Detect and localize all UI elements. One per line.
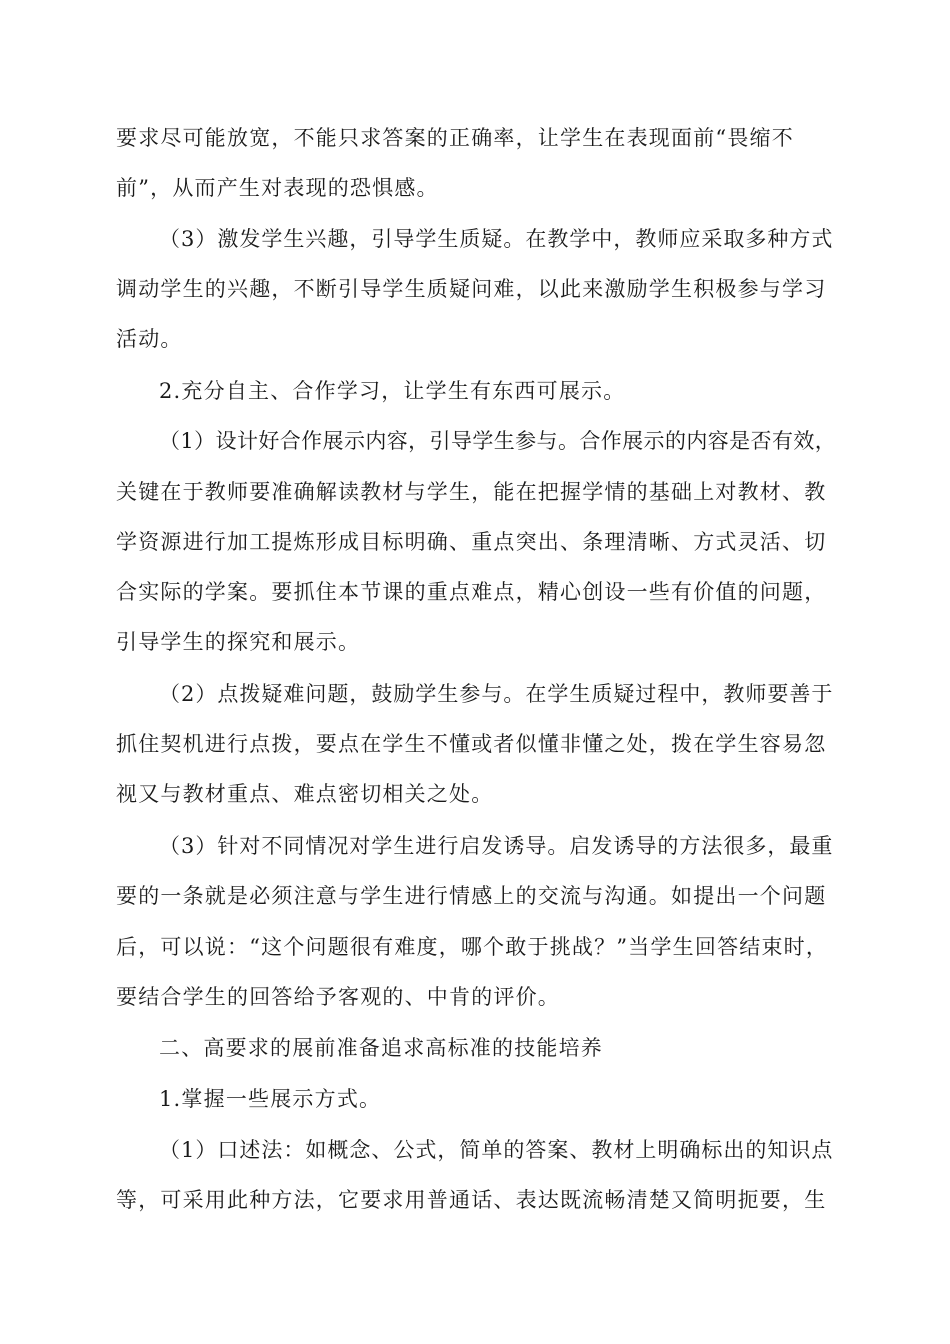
text-line: （3）针对不同情况对学生进行启发诱导。启发诱导的方法很多，最重: [159, 834, 834, 858]
text-line: 关键在于教师要准确解读教材与学生，能在把握学情的基础上对教材、教: [116, 480, 827, 504]
text-line: 前”，从而产生对表现的恐惧感。: [116, 176, 439, 200]
text-line: 要求尽可能放宽，不能只求答案的正确率，让学生在表现面前“畏缩不: [116, 126, 794, 150]
text-line: 二、高要求的展前准备追求高标准的技能培养: [159, 1036, 603, 1060]
text-line: 合实际的学案。要抓住本节课的重点难点，精心创设一些有价值的问题，: [116, 580, 827, 604]
text-line: 学资源进行加工提炼形成目标明确、重点突出、条理清晰、方式灵活、切: [116, 530, 827, 554]
text-line: 后，可以说：“这个问题很有难度，哪个敢于挑战？”当学生回答结束时，: [116, 935, 829, 959]
text-line: 2.充分自主、合作学习，让学生有东西可展示。: [159, 379, 626, 403]
text-line: 调动学生的兴趣，不断引导学生质疑问难，以此来激励学生积极参与学习: [116, 277, 827, 301]
text-line: 抓住契机进行点拨，要点在学生不懂或者似懂非懂之处，拨在学生容易忽: [116, 732, 827, 756]
text-line: （1）口述法：如概念、公式，简单的答案、教材上明确标出的知识点: [159, 1138, 834, 1162]
text-line: （3）激发学生兴趣，引导学生质疑。在教学中，教师应采取多种方式: [159, 227, 834, 251]
text-line: 1.掌握一些展示方式。: [159, 1087, 382, 1111]
text-line: （1）设计好合作展示内容，引导学生参与。合作展示的内容是否有效，: [159, 429, 837, 453]
text-line: （2）点拨疑难问题，鼓励学生参与。在学生质疑过程中，教师要善于: [159, 682, 834, 706]
text-line: 要结合学生的回答给予客观的、中肯的评价。: [116, 985, 560, 1009]
text-line: 活动。: [116, 327, 183, 351]
text-line: 等，可采用此种方法，它要求用普通话、表达既流畅清楚又简明扼要，生: [116, 1188, 827, 1212]
text-line: 视又与教材重点、难点密切相关之处。: [116, 782, 494, 806]
text-line: 要的一条就是必须注意与学生进行情感上的交流与沟通。如提出一个问题: [116, 884, 827, 908]
text-line: 引导学生的探究和展示。: [116, 630, 361, 654]
